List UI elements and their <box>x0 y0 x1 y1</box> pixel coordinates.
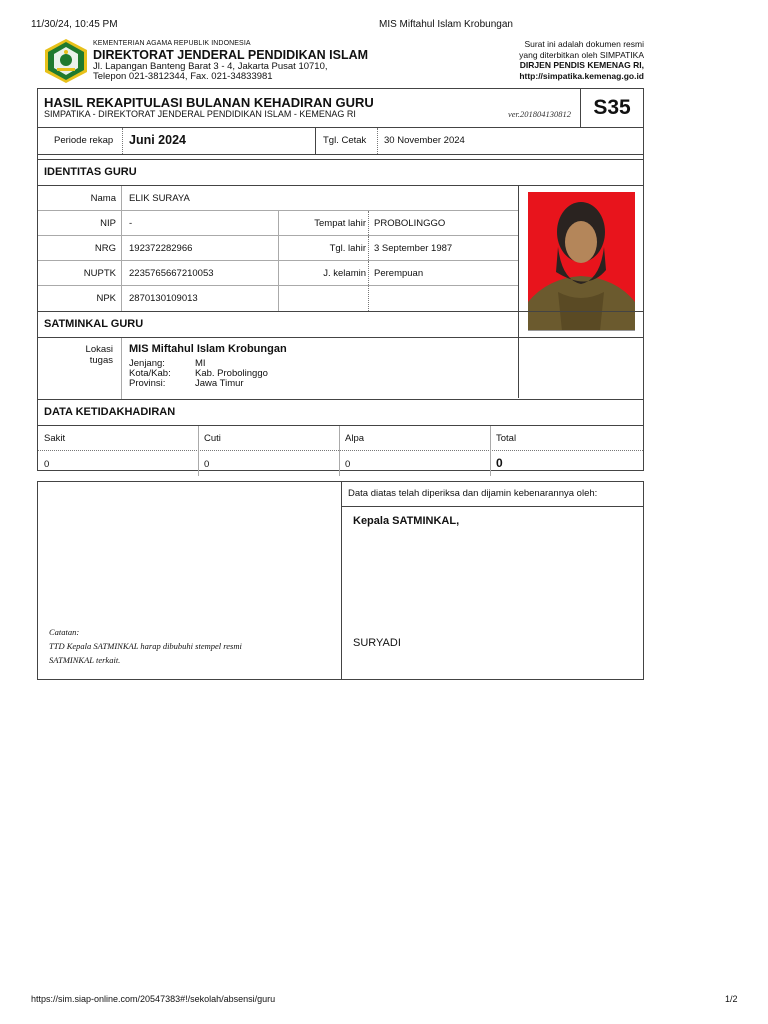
gender-label: J. kelamin <box>323 268 366 279</box>
level-label: Jenjang: <box>129 358 165 369</box>
signature-box <box>37 481 644 680</box>
signature-note: Catatan: TTD Kepala SATMINKAL harap dibubuhi stempel resmi SATMINKAL terkait. <box>49 627 242 665</box>
print-page-title: MIS Miftahul Islam Krobungan <box>379 19 513 30</box>
period-row <box>38 128 643 155</box>
total-label: Total <box>496 433 517 444</box>
report-version: ver.201804130812 <box>507 109 571 119</box>
period-label: Periode rekap <box>54 135 114 146</box>
address-line-1: Jl. Lapangan Banteng Barat 3 - 4, Jakarta Pusat 10710, <box>93 61 328 72</box>
birthplace-label: Tempat lahir <box>314 218 366 229</box>
print-page-number: 1/2 <box>725 994 738 1004</box>
name-label: Nama <box>90 193 116 204</box>
identity-table <box>38 186 643 311</box>
nuptk-label: NUPTK <box>83 268 116 279</box>
print-date-value: 30 November 2024 <box>384 135 465 146</box>
nip-label: NIP <box>100 218 116 229</box>
signer-role: Kepala SATMINKAL, <box>353 515 460 527</box>
print-url: https://sim.siap-online.com/20547383#!/sekolah/absensi/guru <box>31 994 276 1004</box>
absence-heading: DATA KETIDAKHADIRAN <box>38 399 643 426</box>
npk-value: 2870130109013 <box>129 293 198 304</box>
satminkal-heading: SATMINKAL GURU <box>38 311 643 338</box>
address-line-2: Telepon 021-3812344, Fax. 021-34833981 <box>93 71 273 82</box>
nuptk-row <box>38 261 518 286</box>
npk-label: NPK <box>96 293 116 304</box>
birthplace-value: PROBOLINGGO <box>374 218 446 229</box>
name-row <box>38 186 518 211</box>
alpha-value: 0 <box>345 459 351 470</box>
province-value: Jawa Timur <box>195 378 244 389</box>
ministry-name: KEMENTERIAN AGAMA REPUBLIK INDONESIA <box>93 40 251 47</box>
alpha-label: Alpa <box>345 433 365 444</box>
absence-table <box>38 426 643 476</box>
report-title: HASIL REKAPITULASI BULANAN KEHADIRAN GURU <box>44 95 374 110</box>
city-label: Kota/Kab: <box>129 368 171 379</box>
report-subtitle: SIMPATIKA - DIREKTORAT JENDERAL PENDIDIKAN ISLAM - KEMENAG RI <box>44 109 356 119</box>
school-name: MIS Miftahul Islam Krobungan <box>129 343 287 355</box>
leave-label: Cuti <box>204 433 221 444</box>
province-label: Provinsi: <box>129 378 166 389</box>
nrg-label: NRG <box>94 243 116 254</box>
kemenag-logo-icon <box>43 38 89 84</box>
city-value: Kab. Probolinggo <box>195 368 268 379</box>
sick-value: 0 <box>44 459 50 470</box>
nrg-row <box>38 236 518 261</box>
birthdate-label: Tgl. lahir <box>329 243 366 254</box>
report-title-row <box>38 89 643 128</box>
identity-heading: IDENTITAS GURU <box>38 159 643 186</box>
birthdate-value: 3 September 1987 <box>374 243 453 254</box>
sick-label: Sakit <box>44 433 66 444</box>
official-note: Surat ini adalah dokumen resmi yang diterbitkan oleh SIMPATIKA DIRJEN PENDIS KEMENAG RI, http://simpatika.kemenag.go.id <box>519 39 644 81</box>
leave-value: 0 <box>204 459 210 470</box>
nuptk-value: 2235765667210053 <box>129 268 214 279</box>
gender-value: Perempuan <box>374 268 424 279</box>
nip-row <box>38 211 518 236</box>
level-value: MI <box>195 358 206 369</box>
name-value: ELIK SURAYA <box>129 193 190 204</box>
nip-value: - <box>129 218 133 229</box>
print-datetime: 11/30/24, 10:45 PM <box>31 19 118 30</box>
print-date-label: Tgl. Cetak <box>323 135 367 146</box>
total-value: 0 <box>496 456 503 470</box>
report-code: S35 <box>580 89 643 127</box>
nrg-value: 192372282966 <box>129 243 193 254</box>
npk-row <box>38 286 518 311</box>
verified-text: Data diatas telah diperiksa dan dijamin kebenarannya oleh: <box>348 488 598 499</box>
report-frame <box>37 88 644 471</box>
directorate-name: DIREKTORAT JENDERAL PENDIDIKAN ISLAM <box>93 48 369 62</box>
location-label: Lokasi tugas <box>85 344 113 366</box>
signer-name: SURYADI <box>353 637 401 649</box>
period-value: Juni 2024 <box>129 133 186 147</box>
satminkal-table <box>38 338 643 399</box>
